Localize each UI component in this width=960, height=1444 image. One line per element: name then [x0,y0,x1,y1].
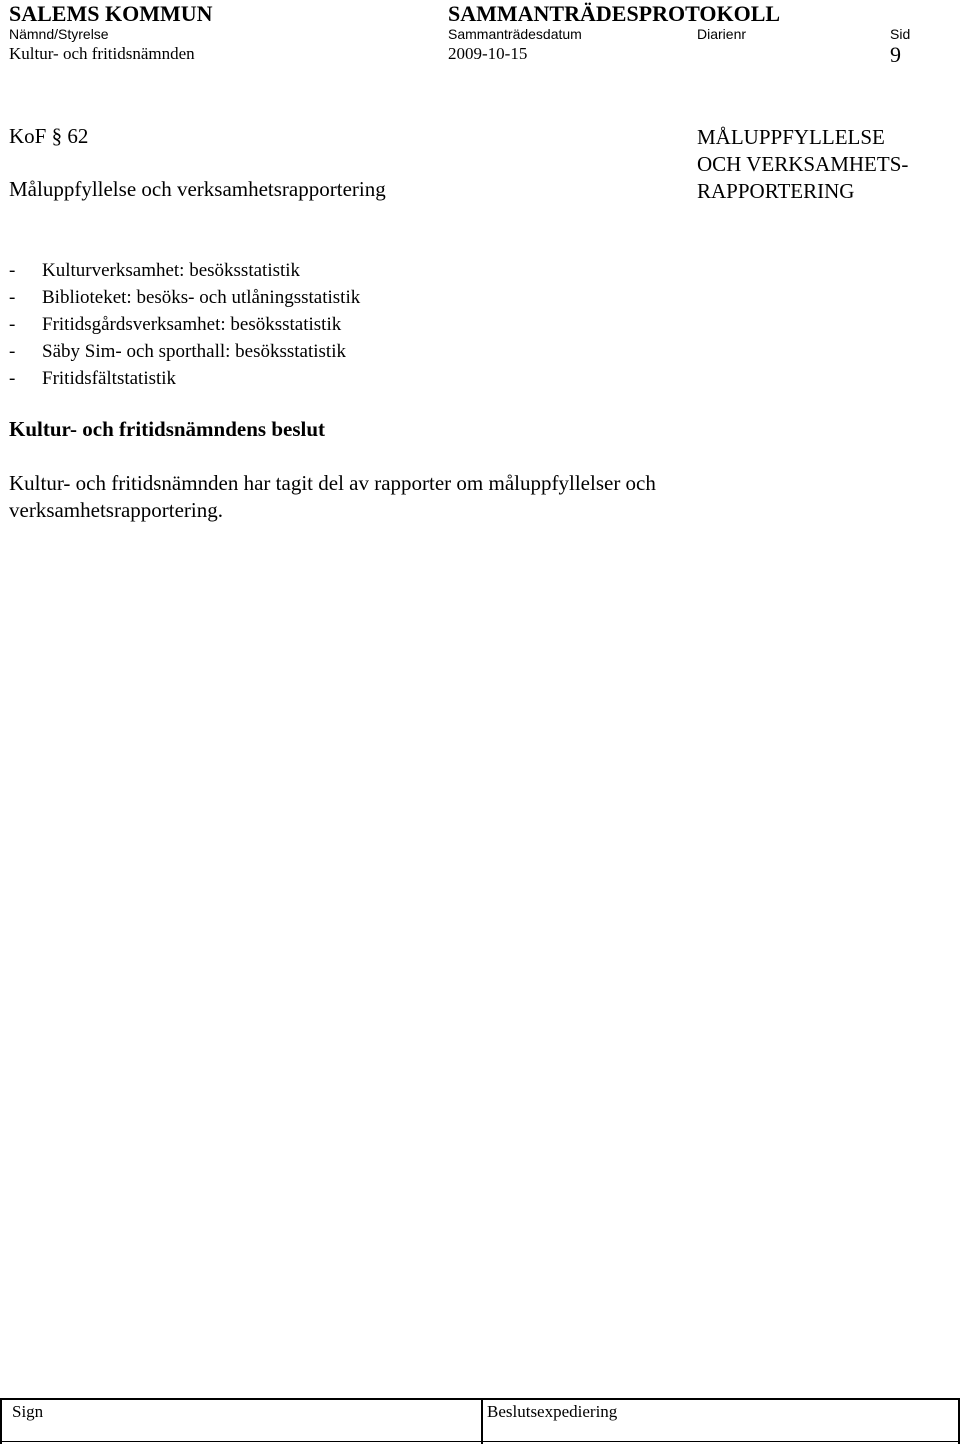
list-item [9,257,360,284]
list-marker: - [9,314,16,335]
meeting-date: 2009-10-15 [448,44,528,63]
footer-divider [481,1398,483,1444]
list-item [9,338,360,365]
case-title-caps-line: MÅLUPPFYLLELSE [697,125,885,149]
footer-divider [0,1398,2,1444]
case-title-caps-line: OCH VERKSAMHETS- [697,152,909,176]
organization-name: SALEMS KOMMUN [9,1,213,26]
list-item-text: Fritidsgårdsverksamhet: besöksstatistik [42,314,342,335]
list-item-text: Kulturverksamhet: besöksstatistik [42,260,301,281]
signature-label: Sign [12,1402,44,1421]
case-title-caps-line: RAPPORTERING [697,179,855,203]
list-marker: - [9,368,16,389]
registry-number-label: Diarienr [697,26,747,42]
page-number: 9 [890,42,901,67]
decision-expedition-label: Beslutsexpediering [487,1402,618,1421]
decision-text: Kultur- och fritidsnämnden har tagit del av rapporter om måluppfyllelser och verksamhetsrapportering. [9,471,656,522]
list-marker: - [9,341,16,362]
list-marker: - [9,260,16,281]
list-item-text: Säby Sim- och sporthall: besöksstatistik [42,341,346,362]
list-item [9,284,360,311]
decision-heading: Kultur- och fritidsnämndens beslut [9,417,326,441]
meeting-date-label: Sammanträdesdatum [448,26,582,42]
case-title: Måluppfyllelse och verksamhetsrapportering [9,177,386,201]
case-paragraph-id: KoF § 62 [9,124,89,148]
committee-label: Nämnd/Styrelse [9,26,109,42]
list-item [9,365,360,392]
footer-top-rule [0,1398,960,1400]
list-item-text: Fritidsfältstatistik [42,368,177,389]
committee-name: Kultur- och fritidsnämnden [9,44,195,63]
case-title-caps [697,124,908,205]
footer-bottom-rule [0,1441,960,1442]
document-type: SAMMANTRÄDESPROTOKOLL [448,1,781,26]
statistics-list [9,257,360,392]
list-item [9,311,360,338]
list-marker: - [9,287,16,308]
list-item-text: Biblioteket: besöks- och utlåningsstatistik [42,287,361,308]
page-label: Sid [890,26,911,42]
